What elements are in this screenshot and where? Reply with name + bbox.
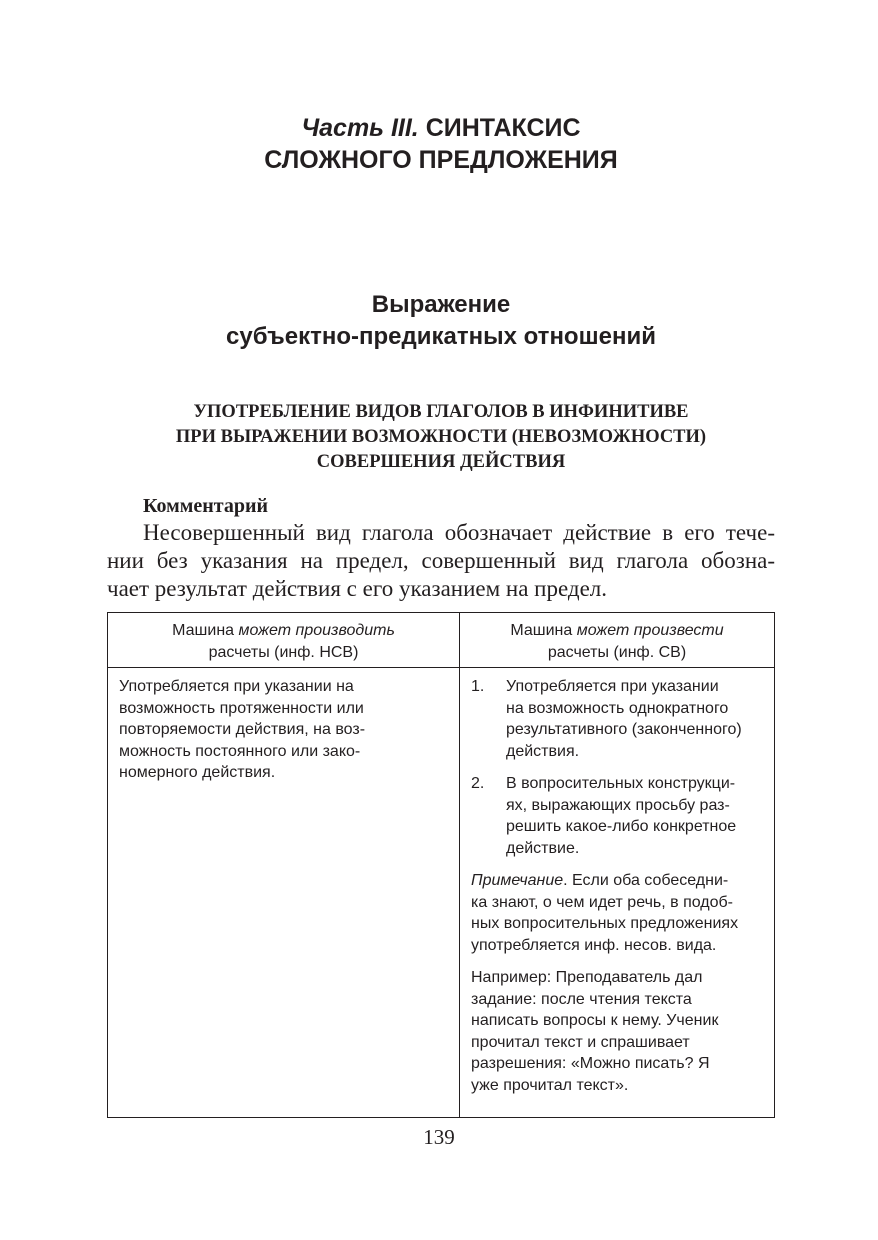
item-line: действия. <box>506 742 580 760</box>
topic-title <box>107 400 775 475</box>
example-paragraph <box>471 967 768 1096</box>
perfective-usage-cell <box>460 668 775 1118</box>
header-right-line2: расчеты (инф. СВ) <box>547 643 687 661</box>
header-left-word: Машина <box>172 622 235 639</box>
part-title <box>107 112 775 176</box>
table-body-row <box>108 668 775 1118</box>
item-number: 1. <box>471 678 485 695</box>
comment-line: Несовершенный вид глагола обозначает действие в его тече- <box>143 520 775 545</box>
list-item <box>471 676 768 762</box>
note-label: Примечание <box>471 872 564 889</box>
comment-heading: Комментарий <box>143 495 269 517</box>
section-title-line2: субъектно-предикатных отношений <box>226 323 656 350</box>
page-number: 139 <box>423 1125 455 1149</box>
note-line: ка знают, о чем идет речь, в подоб- <box>471 893 734 911</box>
note-first-line: . Если оба собеседни- <box>563 872 729 889</box>
example-line: написать вопросы к нему. Ученик <box>471 1012 719 1029</box>
part-title-line1: СИНТАКСИС <box>425 114 581 142</box>
item-line: на возможность однократного <box>506 699 729 717</box>
aspect-usage-table <box>107 612 775 1118</box>
comment-line: чает результат действия с его указанием на предел. <box>107 576 608 601</box>
table-header-row <box>108 613 775 668</box>
section-title <box>107 289 775 353</box>
part-number: Часть III. <box>301 114 419 142</box>
header-imperfective <box>108 613 460 668</box>
topic-title-line1: УПОТРЕБЛЕНИЕ ВИДОВ ГЛАГОЛОВ В ИНФИНИТИВЕ <box>193 402 689 422</box>
item-line: действие. <box>506 839 580 857</box>
item-line: результативного (законченного) <box>506 721 742 738</box>
list-item <box>471 773 768 859</box>
comment-paragraph <box>107 519 775 603</box>
header-right-word: Машина <box>510 622 573 639</box>
header-perfective <box>460 613 775 668</box>
note-line: ных вопросительных предложениях <box>471 915 739 932</box>
imperfective-usage-cell <box>108 668 460 1118</box>
item-line: решить какое-либо конкретное <box>506 818 737 835</box>
item-line: ях, выражающих просьбу раз- <box>506 796 730 814</box>
example-line: задание: после чтения текста <box>471 990 692 1008</box>
note-line: употребляется инф. несов. вида. <box>471 936 717 954</box>
item-line: Употребляется при указании <box>506 678 719 695</box>
item-line: В вопросительных конструкци- <box>506 775 736 792</box>
left-cell-line: возможность протяженности или <box>119 699 364 717</box>
note-paragraph <box>471 870 768 956</box>
left-cell-line: Употребляется при указании на <box>119 678 354 695</box>
header-left-italic: может производить <box>238 622 395 639</box>
section-title-line1: Выражение <box>371 291 511 318</box>
example-line: разрешения: «Можно писать? Я <box>471 1055 710 1072</box>
topic-title-line2: ПРИ ВЫРАЖЕНИИ ВОЗМОЖНОСТИ (НЕВОЗМОЖНОСТИ) <box>175 427 707 447</box>
comment-line: нии без указания на предел, совершенный вид глагола обозна- <box>107 548 775 573</box>
item-number: 2. <box>471 775 485 792</box>
left-cell-line: номерного действия. <box>119 764 276 781</box>
example-line: прочитал текст и спрашивает <box>471 1033 690 1051</box>
topic-title-line3: СОВЕРШЕНИЯ ДЕЙСТВИЯ <box>316 452 566 472</box>
example-line: уже прочитал текст». <box>471 1076 629 1094</box>
left-cell-line: повторяемости действия, на воз- <box>119 721 366 738</box>
example-line: Например: Преподаватель дал <box>471 969 703 986</box>
part-title-line2: СЛОЖНОГО ПРЕДЛОЖЕНИЯ <box>264 146 618 174</box>
left-cell-line: можность постоянного или зако- <box>119 742 361 760</box>
header-left-line2: расчеты (инф. НСВ) <box>208 643 359 661</box>
header-right-italic: может произвести <box>576 622 724 639</box>
